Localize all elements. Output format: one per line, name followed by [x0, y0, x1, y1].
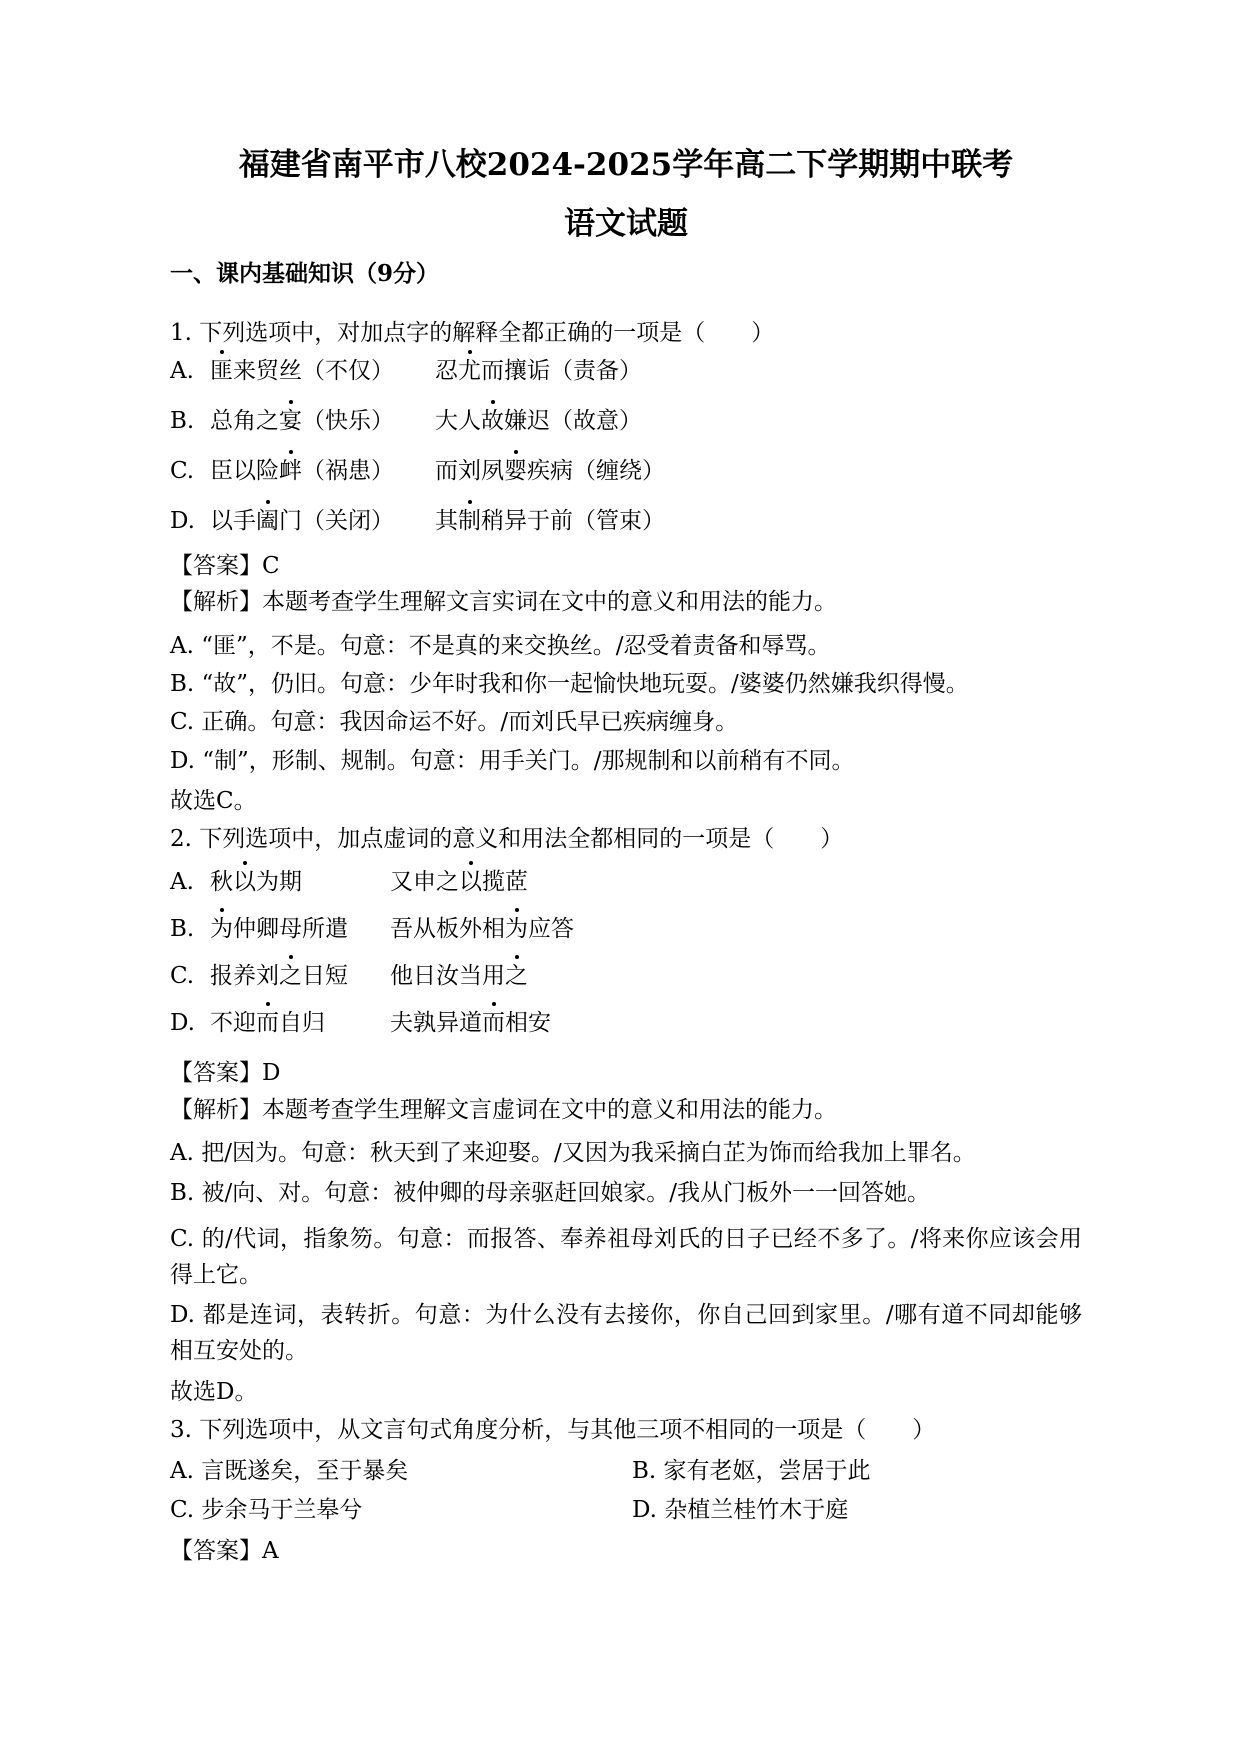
option-phrase-left	[210, 1008, 390, 1038]
answer-label: 【答案】	[170, 1538, 262, 1564]
text-run: （祸患）	[302, 458, 394, 484]
option-label: A.	[170, 869, 194, 895]
text-run: 以手	[210, 508, 256, 534]
text-run: 仲卿母所遣	[233, 916, 348, 942]
option-phrase-left	[210, 506, 435, 536]
text-run: 报养刘	[210, 963, 279, 989]
analysis-label: 【解析】	[170, 1097, 262, 1123]
option-label: D.	[632, 1497, 657, 1523]
option-label: B.	[170, 408, 195, 434]
answer-label: 【答案】	[170, 1060, 262, 1086]
question-3-option-c	[170, 1497, 632, 1523]
text-run: 相安	[505, 1010, 551, 1036]
emphasis-dotted-char: 为	[210, 916, 233, 942]
option-phrase-right	[435, 356, 642, 386]
option-text: 步余马于兰皋兮	[201, 1497, 363, 1523]
emphasis-dotted-char: 而	[482, 1010, 505, 1036]
question-1-conclusion: 故选C。	[170, 788, 257, 814]
text-run: 疾病（缠绕）	[527, 458, 665, 484]
question-1-analysis-item-d: D. “制”，形制、规制。句意：用手关门。/那规制和以前稍有不同。	[170, 748, 855, 774]
text-run: 为期	[256, 869, 302, 895]
emphasis-dotted-char: 为	[505, 916, 528, 942]
question-1-option-c	[170, 456, 1082, 486]
emphasis-dotted-char: 婴	[504, 458, 527, 484]
question-2-analysis-line	[170, 1096, 1082, 1124]
option-phrase-left	[210, 456, 435, 486]
emphasis-dotted-char: 之	[505, 963, 528, 989]
text-run: 门（关闭）	[279, 508, 394, 534]
text-run: 自归	[279, 1010, 325, 1036]
option-label: A.	[170, 1458, 194, 1484]
option-label: B.	[632, 1458, 657, 1484]
question-1-stem: 1. 下列选项中，对加点字的解释全都正确的一项是（ ）	[170, 320, 775, 346]
option-label: D.	[170, 508, 195, 534]
emphasis-dotted-char: 宴	[279, 408, 302, 434]
emphasis-dotted-char: 衅	[279, 458, 302, 484]
option-label: A.	[170, 358, 194, 384]
page-subtitle: 语文试题	[564, 206, 688, 242]
question-2-option-d	[170, 1008, 1082, 1038]
option-label: C.	[170, 963, 195, 989]
question-3-option-a	[170, 1458, 632, 1484]
question-1-option-d	[170, 506, 1082, 536]
text-run: 而攘诟（责备）	[481, 358, 642, 384]
question-2-analysis-item-b: B. 被/向、对。句意：被仲卿的母亲驱赶回娘家。/我从门板外一一回答她。	[170, 1180, 931, 1206]
question-1-answer-line	[170, 552, 1082, 580]
text-run: 日短	[302, 963, 348, 989]
page-title: 福建省南平市八校2024-2025学年高二下学期期中联考	[238, 147, 1014, 183]
question-2-analysis-item-c: C. 的/代词，指象笏。句意：而报答、奉养祖母刘氏的日子已经不多了。/将来你应该会用得上它。	[170, 1226, 1082, 1288]
text-run: 稍异于前（管束）	[481, 508, 665, 534]
text-run: 臣以险	[210, 458, 279, 484]
question-1-analysis-line	[170, 588, 1082, 616]
option-phrase-left	[210, 356, 435, 386]
option-text: 家有老妪，尝居于此	[663, 1458, 871, 1484]
text-run: 秋	[210, 869, 233, 895]
text-run: 他日汝当用	[390, 963, 505, 989]
text-run: 应答	[528, 916, 574, 942]
question-3-option-b	[632, 1458, 1082, 1484]
text-run: 总角之	[210, 408, 279, 434]
section-1-heading: 一、课内基础知识（9分）	[170, 260, 440, 287]
analysis-intro: 本题考查学生理解文言虚词在文中的意义和用法的能力。	[262, 1097, 837, 1123]
option-text: 言既遂矣，至于暴矣	[201, 1458, 409, 1484]
option-phrase-left	[210, 406, 435, 436]
emphasis-dotted-char: 之	[279, 963, 302, 989]
text-run: 吾从板外相	[390, 916, 505, 942]
text-run: 夫孰异道	[390, 1010, 482, 1036]
emphasis-dotted-char: 以	[233, 869, 256, 895]
question-2-conclusion: 故选D。	[170, 1379, 258, 1405]
question-1-analysis-item-b: B. “故”，仍旧。句意：少年时我和你一起愉快地玩耍。/婆婆仍然嫌我织得慢。	[170, 671, 969, 697]
option-phrase-left	[210, 867, 390, 897]
emphasis-dotted-char: 以	[459, 869, 482, 895]
text-run: 大人	[435, 408, 481, 434]
emphasis-dotted-char: 制	[458, 508, 481, 534]
question-2-option-b	[170, 914, 1082, 944]
option-phrase-right	[390, 961, 528, 991]
emphasis-dotted-char: 而	[256, 1010, 279, 1036]
question-2-analysis-item-d: D. 都是连词，表转折。句意：为什么没有去接你，你自己回到家里。/哪有道不同却能够相互安处的。	[170, 1302, 1082, 1364]
question-2-stem: 2. 下列选项中，加点虚词的意义和用法全都相同的一项是（ ）	[170, 826, 844, 852]
emphasis-dotted-char: 故	[481, 408, 504, 434]
option-phrase-right	[390, 914, 574, 944]
answer-value: A	[262, 1538, 279, 1564]
option-phrase-right	[390, 867, 528, 897]
answer-value: D	[262, 1060, 281, 1086]
option-phrase-left	[210, 961, 390, 991]
question-2-option-c	[170, 961, 1082, 991]
text-run: 不迎	[210, 1010, 256, 1036]
text-run: 其	[435, 508, 458, 534]
question-1-option-a	[170, 356, 1082, 386]
question-1-analysis-item-a: A. “匪”，不是。句意：不是真的来交换丝。/忍受着责备和辱骂。	[170, 633, 831, 659]
question-3-stem: 3. 下列选项中，从文言句式角度分析，与其他三项不相同的一项是（ ）	[170, 1417, 936, 1443]
answer-value: C	[262, 553, 280, 579]
analysis-intro: 本题考查学生理解文言实词在文中的意义和用法的能力。	[262, 589, 837, 615]
emphasis-dotted-char: 阖	[256, 508, 279, 534]
text-run: 来贸丝（不仅）	[233, 358, 394, 384]
exam-document	[170, 143, 1082, 1565]
emphasis-dotted-char: 匪	[210, 358, 233, 384]
text-run: 揽茝	[482, 869, 528, 895]
question-2-answer-line	[170, 1059, 1082, 1087]
analysis-label: 【解析】	[170, 589, 262, 615]
option-phrase-right	[435, 456, 665, 486]
text-run: （快乐）	[302, 408, 394, 434]
option-label: C.	[170, 458, 195, 484]
option-label: D.	[170, 1010, 195, 1036]
question-1-analysis-item-c: C. 正确。句意：我因命运不好。/而刘氏早已疾病缠身。	[170, 709, 739, 735]
option-phrase-right	[390, 1008, 551, 1038]
question-2-analysis-item-a: A. 把/因为。句意：秋天到了来迎娶。/又因为我采摘白芷为饰而给我加上罪名。	[170, 1140, 976, 1166]
question-3-options	[170, 1458, 1082, 1523]
question-3-option-d	[632, 1497, 1082, 1523]
answer-label: 【答案】	[170, 553, 262, 579]
emphasis-dotted-char: 尤	[458, 358, 481, 384]
option-text: 杂植兰桂竹木于庭	[664, 1497, 849, 1523]
question-2-option-a	[170, 867, 1082, 897]
text-run: 忍	[435, 358, 458, 384]
text-run: 又申之	[390, 869, 459, 895]
option-phrase-right	[435, 506, 665, 536]
question-1-option-b	[170, 406, 1082, 436]
option-phrase-right	[435, 406, 642, 436]
option-label: C.	[170, 1497, 195, 1523]
text-run: 嫌迟（故意）	[504, 408, 642, 434]
option-phrase-left	[210, 914, 390, 944]
option-label: B.	[170, 916, 195, 942]
text-run: 而刘夙	[435, 458, 504, 484]
question-3-answer-line	[170, 1537, 1082, 1565]
